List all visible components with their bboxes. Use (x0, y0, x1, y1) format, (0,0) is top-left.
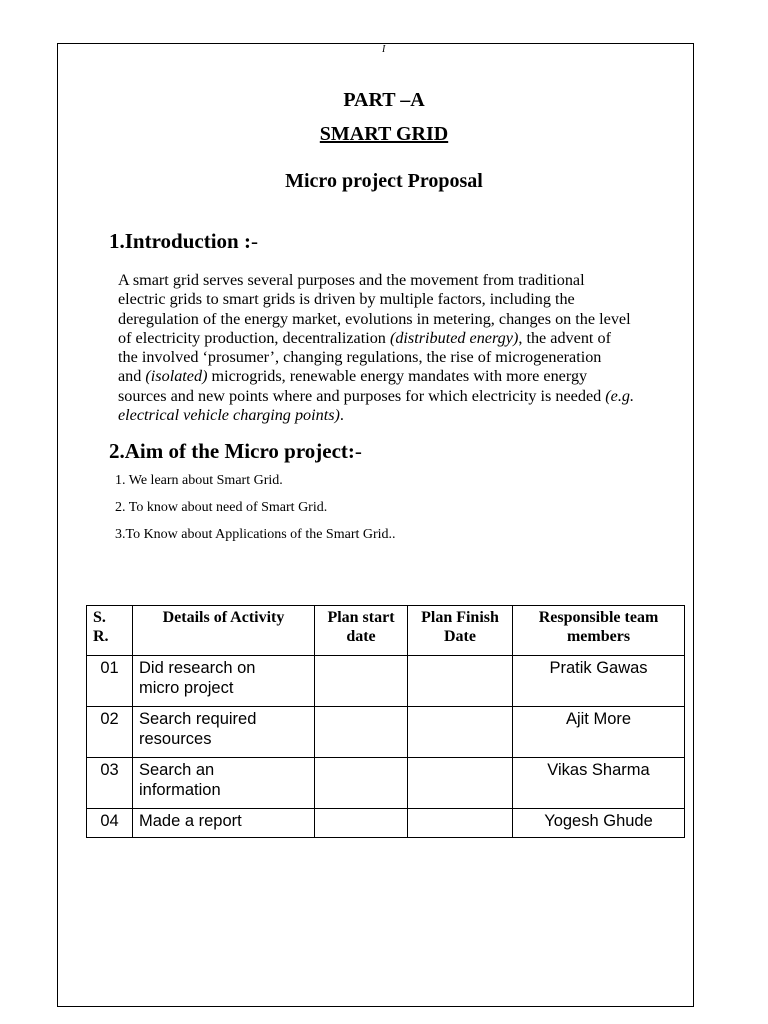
table-row (87, 758, 685, 809)
cell-member: Yogesh Ghude (513, 809, 685, 838)
intro-italic: electrical vehicle charging points) (118, 406, 340, 425)
activity-text: resources (139, 730, 212, 748)
header-text: Date (444, 628, 476, 645)
header-text: Responsible team (538, 609, 659, 626)
activity-text: information (139, 781, 221, 799)
intro-text: sources and new points where and purposes for which electricity is needed (118, 386, 606, 405)
cell-plan-finish (408, 758, 513, 809)
aim-item: 1. We learn about Smart Grid. (115, 473, 283, 488)
intro-line: A smart grid serves several purposes and the movement from traditional (118, 271, 585, 289)
activity-text: micro project (139, 679, 234, 697)
introduction-heading (109, 229, 258, 254)
header-plan-finish (408, 606, 513, 656)
aim-heading-dash: - (354, 439, 362, 463)
intro-line (118, 406, 698, 425)
table-row (87, 707, 685, 758)
introduction-paragraph (118, 271, 698, 425)
intro-line (118, 387, 698, 406)
cell-activity (133, 758, 315, 809)
header-text: R. (93, 628, 109, 645)
intro-text: , the advent of (518, 328, 611, 347)
table-row (87, 809, 685, 838)
aim-heading-text: 2.Aim of the Micro project: (109, 439, 355, 463)
cell-plan-start (315, 707, 408, 758)
table-header-row (87, 606, 685, 656)
header-text: members (566, 628, 631, 645)
cell-plan-finish (408, 656, 513, 707)
intro-italic: (isolated) (145, 367, 208, 386)
aim-item: 3.To Know about Applications of the Smart Grid.. (115, 527, 396, 542)
intro-italic: (e.g. (605, 386, 635, 405)
intro-text: and (118, 367, 146, 386)
proposal-title: Micro project Proposal (285, 170, 483, 192)
cell-sr: 02 (87, 707, 133, 758)
header-text: Plan Finish (421, 609, 499, 626)
cell-member: Vikas Sharma (513, 758, 685, 809)
aim-item: 2. To know about need of Smart Grid. (115, 500, 328, 515)
cell-plan-finish (408, 809, 513, 838)
cell-plan-finish (408, 707, 513, 758)
activity-text: Search an (139, 761, 215, 779)
activity-plan-table (86, 605, 685, 838)
cell-activity (133, 707, 315, 758)
part-title: PART –A (343, 89, 425, 111)
intro-line: deregulation of the energy market, evolutions in metering, changes on the level (118, 309, 631, 328)
cell-activity (133, 656, 315, 707)
cell-sr: 04 (87, 809, 133, 838)
cell-member: Pratik Gawas (513, 656, 685, 707)
cell-member: Ajit More (513, 707, 685, 758)
intro-line (118, 329, 698, 348)
intro-line: the involved ‘prosumer’, changing regulations, the rise of microgeneration (118, 348, 602, 367)
cell-plan-start (315, 809, 408, 838)
cell-plan-start (315, 758, 408, 809)
introduction-heading-dash: - (250, 229, 258, 253)
intro-text: of electricity production, decentralization (118, 328, 390, 347)
header-members (513, 606, 685, 656)
introduction-heading-text: 1.Introduction : (109, 229, 251, 253)
intro-line: electric grids to smart grids is driven by multiple factors, including the (118, 290, 575, 309)
subject-title: SMART GRID (319, 123, 449, 145)
cell-sr: 03 (87, 758, 133, 809)
header-text: Plan start (327, 609, 395, 626)
activity-text: Did research on (139, 659, 256, 677)
header-sr (87, 606, 133, 656)
cell-activity: Made a report (133, 809, 315, 838)
intro-text: . (339, 406, 344, 425)
header-activity: Details of Activity (133, 606, 315, 656)
header-plan-start (315, 606, 408, 656)
cell-plan-start (315, 656, 408, 707)
header-text: S. (93, 609, 106, 626)
intro-line (118, 367, 698, 386)
intro-italic: (distributed energy) (389, 328, 519, 347)
header-text: date (346, 628, 376, 645)
aim-heading (109, 439, 362, 464)
activity-text: Search required (139, 710, 257, 728)
cell-sr: 01 (87, 656, 133, 707)
table-row (87, 656, 685, 707)
page-mark: I (382, 44, 386, 55)
intro-text: microgrids, renewable energy mandates with more energy (207, 367, 588, 386)
